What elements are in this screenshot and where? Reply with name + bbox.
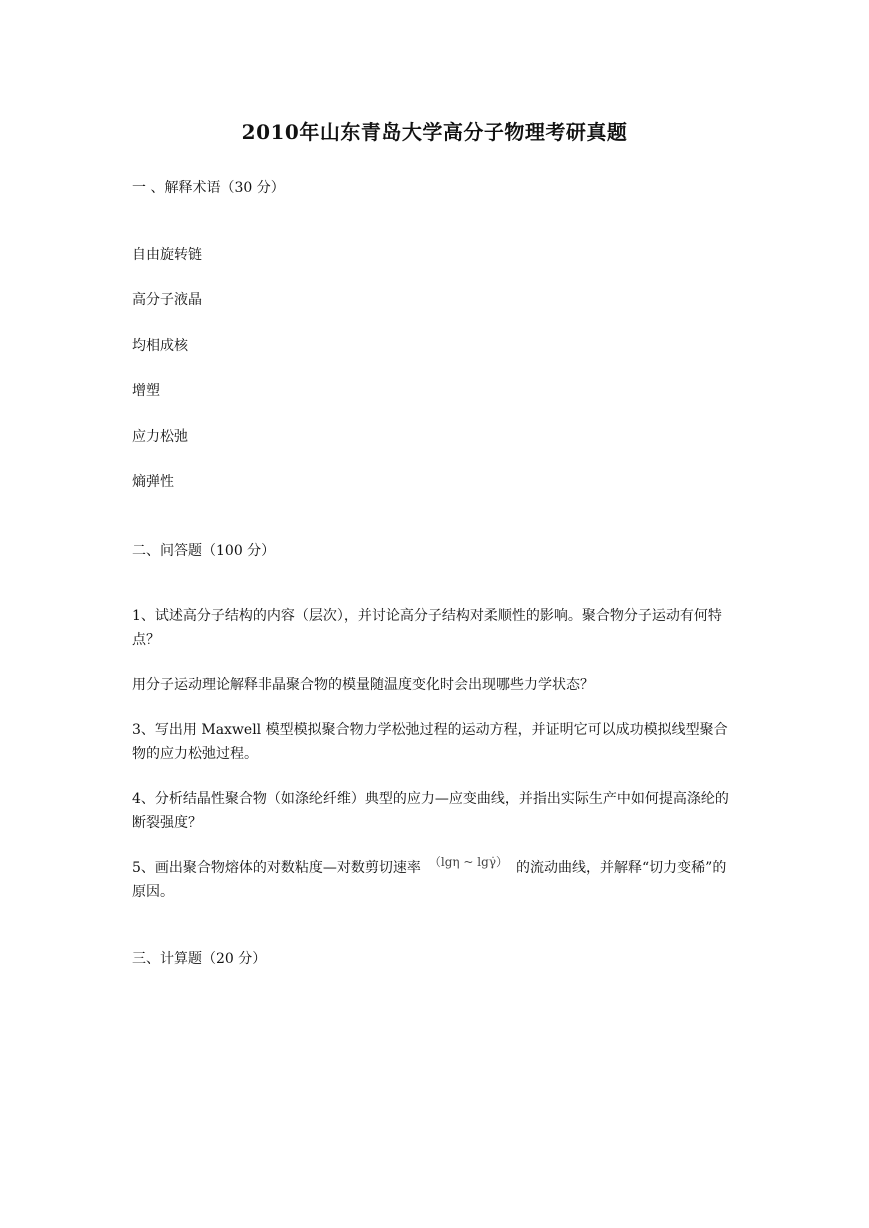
formula-image: （lgη ~ lgγ̇） [428, 855, 508, 869]
question-2: 用分子运动理论解释非晶聚合物的模量随温度变化时会出现哪些力学状态？ [132, 677, 594, 693]
question-5-text-before: 5、画出聚合物熔体的对数粘度—对数剪切速率 [132, 860, 421, 876]
question-5 [132, 856, 738, 904]
question-4: 4、分析结晶性聚合物（如涤纶纤维）典型的应力—应变曲线，并指出实际生产中如何提高涤纶的断裂强度？ [132, 791, 729, 831]
section1-heading: 一 、解释术语（30 分） [132, 180, 285, 196]
section2-heading: 二、问答题（100 分） [132, 543, 276, 559]
question-1: 1、试述高分子结构的内容（层次），并讨论高分子结构对柔顺性的影响。聚合物分子运动有何特点？ [132, 608, 722, 648]
term-item: 均相成核 [132, 338, 188, 354]
section3-heading: 三、计算题（20 分） [132, 951, 267, 967]
term-item: 高分子液晶 [132, 292, 202, 308]
question-3: 3、写出用 Maxwell 模型模拟聚合物力学松弛过程的运动方程，并证明它可以成功模拟线型聚合物的应力松弛过程。 [132, 722, 728, 762]
term-item: 熵弹性 [132, 474, 174, 490]
term-item: 应力松弛 [132, 429, 188, 445]
question-5-text-after: 的流动曲线，并解释“切力变稀”的原因。 [132, 860, 727, 900]
term-item: 增塑 [132, 383, 160, 399]
term-item: 自由旋转链 [132, 247, 202, 263]
page-title: 2010年山东青岛大学高分子物理考研真题 [241, 120, 628, 144]
